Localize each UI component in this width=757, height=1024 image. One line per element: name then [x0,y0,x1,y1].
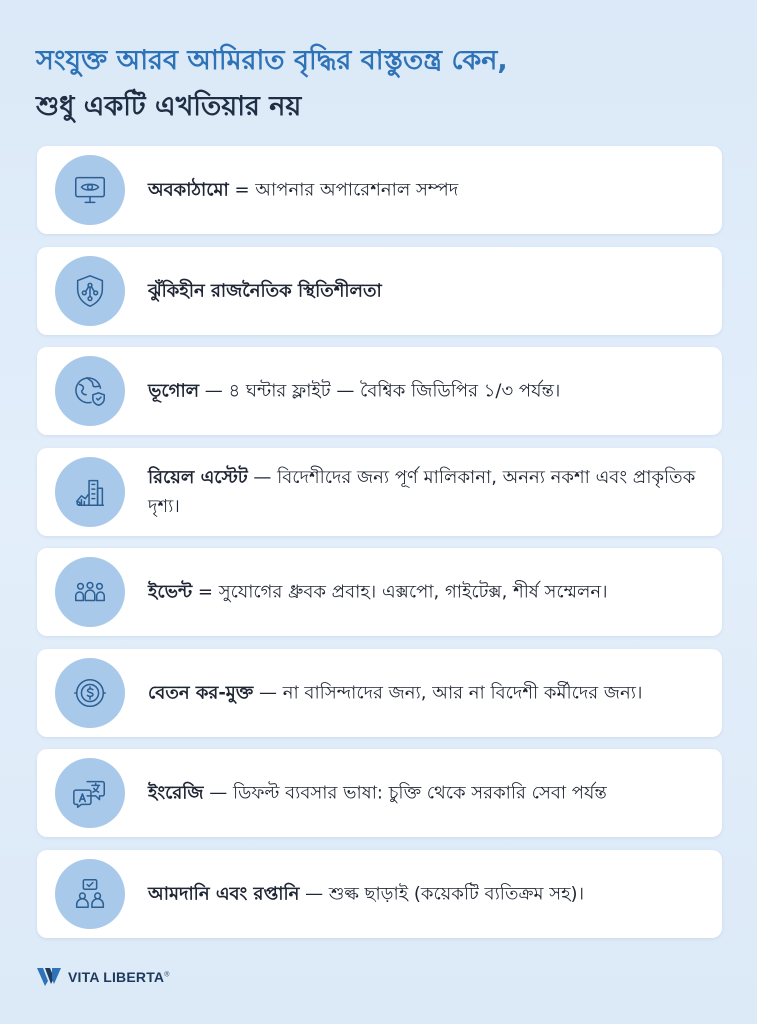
feature-card-infrastructure [37,146,722,234]
feature-text [148,879,708,908]
feature-title: ভূগোল [148,380,200,402]
brand-text: VITA LIBERTA [68,969,165,985]
icon-badge [55,155,125,225]
feature-card-stability [37,247,722,335]
feature-description: = আপনার অপারেশনাল সম্পদ [228,179,459,201]
trade-people-icon [71,875,109,913]
dollar-coin-icon [71,674,109,712]
feature-text [148,276,708,305]
feature-title: ইভেন্ট [148,581,193,603]
feature-card-events [37,548,722,636]
icon-badge [55,557,125,627]
people-group-icon [71,573,109,611]
feature-title: বেতন কর-মুক্ত [148,682,254,703]
feature-text [148,463,708,521]
feature-text [148,678,708,707]
feature-text [148,377,708,406]
icon-badge [55,457,125,527]
feature-title: ঝুঁকিহীন রাজনৈতিক স্থিতিশীলতা [148,280,382,301]
buildings-chart-icon [71,473,109,511]
icon-badge [55,658,125,728]
feature-description: — না বাসিন্দাদের জন্য, আর না বিদেশী কর্মীদের জন্য। [253,682,643,703]
feature-title: ইংরেজি [148,782,204,804]
feature-card-geography [37,347,722,435]
feature-description: = সুযোগের ধ্রুবক প্রবাহ। এক্সপো, গাইটেক্স, শীর্ষ সম্মেলন। [192,581,608,603]
feature-text [148,779,708,808]
feature-title: রিয়েল এস্টেট [148,466,248,488]
monitor-eye-icon [71,171,109,209]
icon-badge [55,356,125,426]
feature-title: অবকাঠামো [148,179,229,201]
icon-badge [55,256,125,326]
feature-title: আমদানি এবং রপ্তানি [148,883,300,904]
feature-text [148,578,708,607]
brand-footer [36,966,170,988]
feature-description: — ৪ ঘন্টার ফ্লাইট — বৈশ্বিক জিডিপির ১/৩ পর্যন্ত। [199,380,561,402]
feature-text [148,176,708,205]
page-title-line1: সংযুক্ত আরব আমিরাত বৃদ্ধির বাস্তুতন্ত্র কেন, [36,45,508,76]
icon-badge [55,859,125,929]
page-title [36,38,726,130]
feature-card-real-estate [37,448,722,536]
feature-card-english [37,749,722,837]
feature-card-import-export [37,850,722,938]
feature-description: — শুল্ক ছাড়াই (কয়েকটি ব্যতিক্রম সহ)। [299,883,585,904]
shield-network-icon [71,272,109,310]
feature-description: — বিদেশীদের জন্য পূর্ণ মালিকানা, অনন্য নকশা এবং প্রাকৃতিক দৃশ্য। [148,466,696,517]
feature-list [37,146,722,950]
page-title-line2: শুধু একটি এখতিয়ার নয় [36,91,302,122]
globe-shield-icon [71,372,109,410]
brand-name [68,969,170,985]
language-translate-icon [71,774,109,812]
registered-mark: ® [164,971,170,979]
feature-description: — ডিফল্ট ব্যবসার ভাষা: চুক্তি থেকে সরকারি সেবা পর্যন্ত [203,782,607,804]
feature-card-tax-free [37,649,722,737]
icon-badge [55,758,125,828]
vita-liberta-logo-icon [36,966,62,988]
